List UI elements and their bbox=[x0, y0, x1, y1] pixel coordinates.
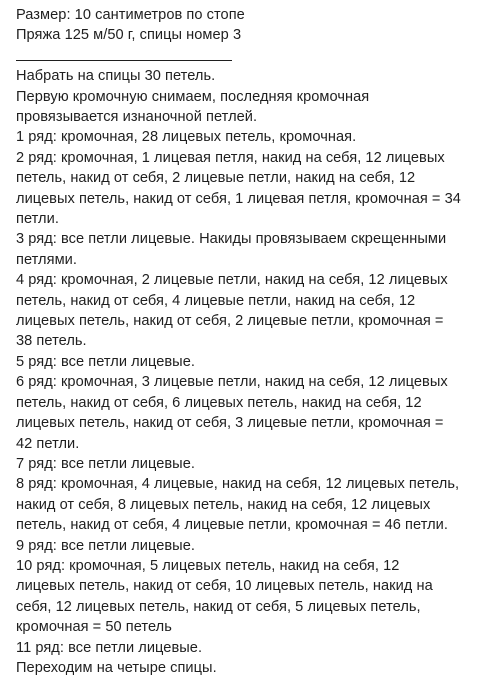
text-line: петель, накид от себя, 2 лицевые петли, накид на себя, 12 bbox=[16, 170, 416, 187]
row-1-line: 1 ряд: кромочная, 28 лицевых петель, кромочная. bbox=[16, 129, 357, 146]
separator-rule bbox=[16, 46, 484, 66]
yarn-line: Пряжа 125 м/50 г, спицы номер 3 bbox=[16, 27, 242, 44]
text-line: Переходим на четыре спицы. bbox=[16, 659, 217, 676]
row-9-line: 9 ряд: все петли лицевые. bbox=[16, 537, 195, 554]
row-3-line: 3 ряд: все петли лицевые. Накиды провязываем скрещенными bbox=[16, 231, 447, 248]
text-line: петли. bbox=[16, 211, 59, 228]
instructions-body bbox=[16, 66, 484, 678]
row-2-line: 2 ряд: кромочная, 1 лицевая петля, накид на себя, 12 лицевых bbox=[16, 149, 445, 166]
text-line: 42 петли. bbox=[16, 435, 80, 452]
text-line: Первую кромочную снимаем, последняя кромочная bbox=[16, 88, 370, 105]
text-line: лицевых петель, накид от себя, 1 лицевая петля, кромочная = 34 bbox=[16, 190, 461, 207]
text-line: лицевых петель, накид от себя, 10 лицевых петель, накид на bbox=[16, 578, 433, 595]
row-4-line: 4 ряд: кромочная, 2 лицевые петли, накид на себя, 12 лицевых bbox=[16, 272, 448, 289]
row-11-line: 11 ряд: все петли лицевые. bbox=[16, 639, 203, 656]
size-line: Размер: 10 сантиметров по стопе bbox=[16, 7, 245, 23]
text-line: петель, накид от себя, 4 лицевые петли, кромочная = 46 петли. bbox=[16, 517, 448, 534]
row-6-line: 6 ряд: кромочная, 3 лицевые петли, накид на себя, 12 лицевых bbox=[16, 374, 448, 391]
text-line: петель, накид от себя, 6 лицевых петель, накид на себя, 12 bbox=[16, 394, 422, 411]
row-8-line: 8 ряд: кромочная, 4 лицевые, накид на себя, 12 лицевых петель, bbox=[16, 476, 460, 493]
text-line: 38 петель. bbox=[16, 333, 87, 350]
text-line: петель, накид от себя, 4 лицевые петли, накид на себя, 12 bbox=[16, 292, 416, 309]
text-line: себя, 12 лицевых петель, накид от себя, 5 лицевых петель, bbox=[16, 598, 421, 615]
text-line: Набрать на спицы 30 петель. bbox=[16, 68, 216, 85]
row-7-line: 7 ряд: все петли лицевые. bbox=[16, 455, 195, 472]
row-5-line: 5 ряд: все петли лицевые. bbox=[16, 353, 195, 370]
text-line: накид от себя, 8 лицевых петель, накид на себя, 12 лицевых bbox=[16, 496, 431, 513]
text-line: кромочная = 50 петель bbox=[16, 619, 172, 636]
text-line: петлями. bbox=[16, 251, 77, 268]
text-line: лицевых петель, накид от себя, 2 лицевые петли, кромочная = bbox=[16, 313, 444, 330]
text-line: провязывается изнаночной петлей. bbox=[16, 109, 258, 126]
row-10-line: 10 ряд: кромочная, 5 лицевых петель, накид на себя, 12 bbox=[16, 557, 400, 574]
text-line: лицевых петель, накид от себя, 3 лицевые петли, кромочная = bbox=[16, 415, 444, 432]
